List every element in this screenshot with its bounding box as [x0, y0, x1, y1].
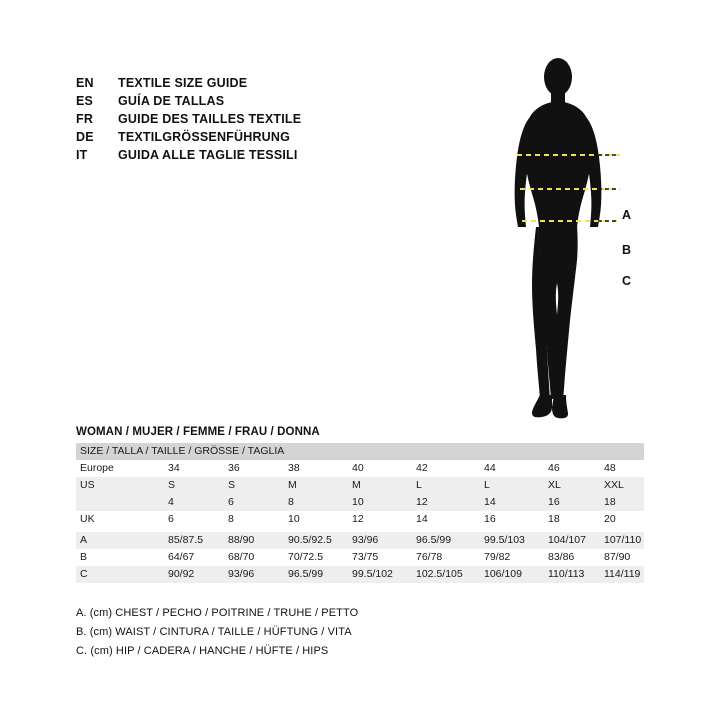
- cell: L: [416, 477, 484, 494]
- footnote-c: C. (cm) HIP / CADERA / HANCHE / HÜFTE / HIPS: [76, 645, 329, 657]
- size-table-section: [76, 426, 644, 583]
- cell: 14: [484, 494, 548, 511]
- cell: 40: [352, 460, 416, 477]
- title-lang-de: DE: [76, 130, 94, 144]
- cell: L: [484, 477, 548, 494]
- cell: 107/110: [604, 532, 644, 549]
- cell: 4: [168, 494, 228, 511]
- cell: 90/92: [168, 566, 228, 583]
- measure-label-b: B: [622, 243, 632, 257]
- cell: 20: [604, 511, 644, 528]
- cell: 8: [288, 494, 352, 511]
- cell: XL: [548, 477, 604, 494]
- title-text-es: GUÍA DE TALLAS: [118, 94, 225, 108]
- row-label: US: [76, 477, 168, 494]
- size-header-cell: SIZE / TALLA / TAILLE / GRÖSSE / TAGLIA: [76, 443, 644, 460]
- size-table: [76, 443, 644, 583]
- footnote-b: B. (cm) WAIST / CINTURA / TAILLE / HÜFTUNG / VITA: [76, 626, 352, 638]
- cell: 110/113: [548, 566, 604, 583]
- title-text-en: TEXTILE SIZE GUIDE: [118, 76, 248, 90]
- cell: 34: [168, 460, 228, 477]
- title-row-fr: [76, 112, 456, 129]
- cell: 68/70: [228, 549, 288, 566]
- cell: 88/90: [228, 532, 288, 549]
- cell: 93/96: [228, 566, 288, 583]
- table-row: [76, 460, 644, 477]
- cell: 73/75: [352, 549, 416, 566]
- table-group-heading: WOMAN / MUJER / FEMME / FRAU / DONNA: [76, 426, 320, 438]
- cell: 6: [228, 494, 288, 511]
- table-row: [76, 494, 644, 511]
- table-row-size-header: [76, 443, 644, 460]
- table-row: [76, 532, 644, 549]
- footnotes: [76, 604, 576, 661]
- cell: M: [288, 477, 352, 494]
- measure-label-c: C: [622, 274, 632, 288]
- cell: 79/82: [484, 549, 548, 566]
- title-row-es: [76, 94, 456, 111]
- cell: 12: [416, 494, 484, 511]
- cell: 44: [484, 460, 548, 477]
- table-row: [76, 566, 644, 583]
- cell: 93/96: [352, 532, 416, 549]
- cell: 38: [288, 460, 352, 477]
- cell: 96.5/99: [416, 532, 484, 549]
- title-block: [76, 76, 456, 166]
- title-row-de: [76, 130, 456, 147]
- cell: 90.5/92.5: [288, 532, 352, 549]
- cell: 48: [604, 460, 644, 477]
- cell: 99.5/102: [352, 566, 416, 583]
- cell: 14: [416, 511, 484, 528]
- cell: 16: [548, 494, 604, 511]
- cell: 10: [352, 494, 416, 511]
- row-label: B: [76, 549, 168, 566]
- cell: 6: [168, 511, 228, 528]
- cell: 104/107: [548, 532, 604, 549]
- cell: 70/72.5: [288, 549, 352, 566]
- footnote-a: A. (cm) CHEST / PECHO / POITRINE / TRUHE / PETTO: [76, 607, 359, 619]
- title-text-fr: GUIDE DES TAILLES TEXTILE: [118, 112, 302, 126]
- cell: 83/86: [548, 549, 604, 566]
- cell: 76/78: [416, 549, 484, 566]
- cell: 96.5/99: [288, 566, 352, 583]
- title-text-de: TEXTILGRÖSSENFÜHRUNG: [118, 130, 291, 144]
- title-text-it: GUIDA ALLE TAGLIE TESSILI: [118, 148, 298, 162]
- female-body-figure: [470, 55, 670, 430]
- title-lang-en: EN: [76, 76, 94, 90]
- title-lang-fr: FR: [76, 112, 94, 126]
- table-row: [76, 477, 644, 494]
- cell: 87/90: [604, 549, 644, 566]
- cell: S: [228, 477, 288, 494]
- cell: XXL: [604, 477, 644, 494]
- row-label: UK: [76, 511, 168, 528]
- cell: 46: [548, 460, 604, 477]
- cell: 36: [228, 460, 288, 477]
- cell: 18: [548, 511, 604, 528]
- title-lang-es: ES: [76, 94, 94, 108]
- cell: 18: [604, 494, 644, 511]
- cell: M: [352, 477, 416, 494]
- cell: 8: [228, 511, 288, 528]
- row-label: Europe: [76, 460, 168, 477]
- row-label: A: [76, 532, 168, 549]
- title-row-it: [76, 148, 456, 165]
- cell: 114/119: [604, 566, 644, 583]
- cell: 102.5/105: [416, 566, 484, 583]
- cell: 106/109: [484, 566, 548, 583]
- cell: 99.5/103: [484, 532, 548, 549]
- measure-label-a: A: [622, 208, 632, 222]
- cell: 10: [288, 511, 352, 528]
- cell: 16: [484, 511, 548, 528]
- table-row: [76, 511, 644, 528]
- body-silhouette-icon: [470, 55, 670, 430]
- title-row-en: [76, 76, 456, 93]
- row-label: C: [76, 566, 168, 583]
- cell: 12: [352, 511, 416, 528]
- cell: 85/87.5: [168, 532, 228, 549]
- cell: 42: [416, 460, 484, 477]
- table-row: [76, 549, 644, 566]
- row-label: [76, 494, 168, 511]
- cell: S: [168, 477, 228, 494]
- title-lang-it: IT: [76, 148, 88, 162]
- cell: 64/67: [168, 549, 228, 566]
